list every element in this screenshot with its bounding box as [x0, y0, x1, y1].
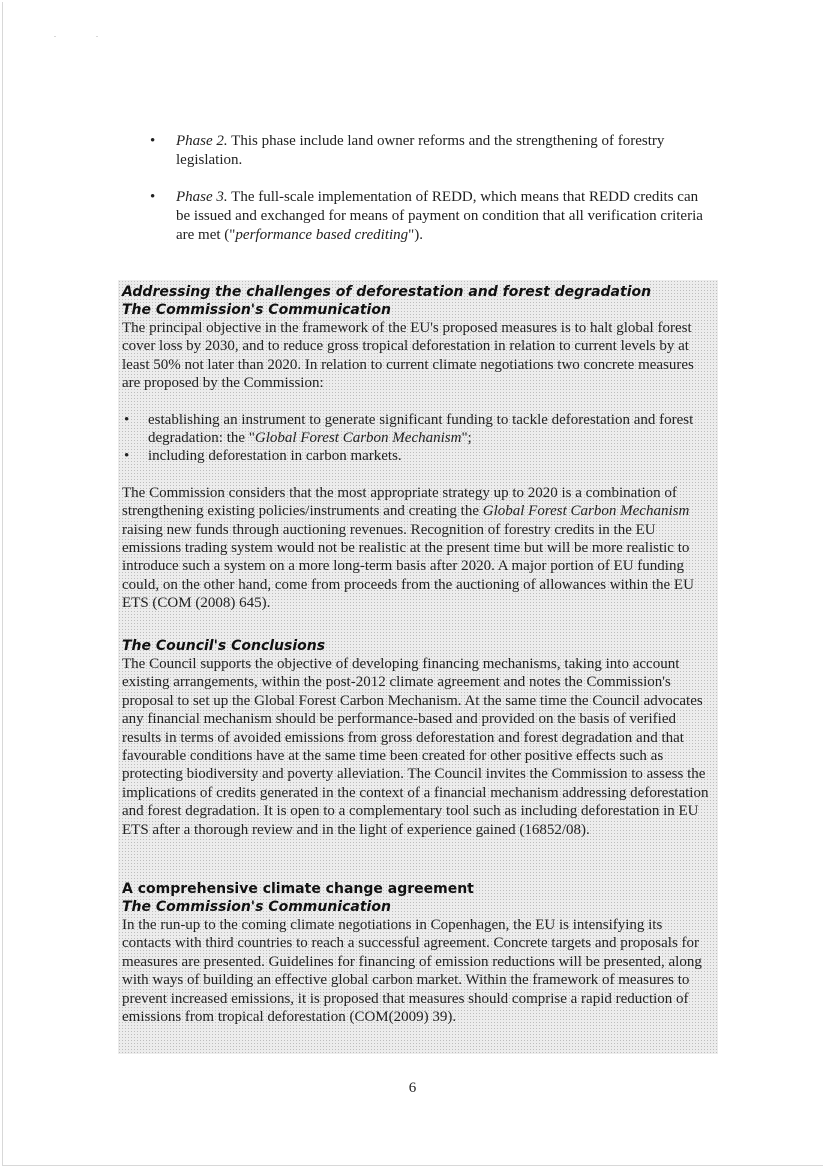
- measure-text-end: ";: [461, 430, 472, 447]
- list-item: [122, 411, 714, 448]
- section-climate-agreement: [122, 880, 714, 1026]
- section-subheading: The Council's Conclusions: [122, 638, 326, 654]
- phase-text: The full-scale implementation of REDD, which means that REDD credits can be issued and exchanged for means of payment on condition that all verification criteria are met (": [176, 189, 703, 243]
- paragraph-emphasis: Global Forest Carbon Mechanism: [482, 503, 690, 520]
- bullet-icon: •: [150, 133, 156, 149]
- phase-emphasis: performance based crediting: [235, 227, 409, 243]
- section-deforestation: [122, 283, 714, 613]
- measure-text: including deforestation in carbon markets.: [148, 448, 402, 465]
- paragraph-text: The Commission considers that the most appropriate strategy up to 2020 is a combination of strengthening existing policies/instruments and creating the: [122, 484, 677, 520]
- paragraph: The Council supports the objective of developing financing mechanisms, taking into account existing arrangements, within the post-2012 climate agreement and notes the Commission's proposal to set up the Global Forest Carbon Mechanism. At the same time the Council advocates any financial mechanism should be performance-based and provided on the basis of verified results in terms of avoided emissions from gross deforestation and forest degradation and that favourable conditions have at the same time been created for other positive effects such as protecting biodiversity and poverty alleviation. The Council invites the Commission to assess the implications of credits generated in the context of a financial mechanism addressing deforestation and forest degradation. It is open to a complementary tool such as including deforestation in EU ETS after a thorough review and in the light of experience gained (16852/08).: [122, 656, 709, 838]
- list-item: [150, 188, 710, 245]
- paragraph: [122, 484, 714, 613]
- measure-text: establishing an instrument to generate significant funding to tackle deforestation and forest degradation: the ": [148, 411, 694, 447]
- section-subheading: The Commission's Communication: [122, 899, 391, 915]
- phase-text: This phase include land owner reforms and the strengthening of forestry legislation.: [176, 133, 665, 168]
- page-number: 6: [408, 1080, 417, 1096]
- section-subheading: The Commission's Communication: [122, 302, 391, 318]
- measure-emphasis: Global Forest Carbon Mechanism: [254, 430, 462, 447]
- phase-label: Phase 3.: [176, 189, 228, 205]
- scan-marks: . .: [54, 30, 98, 39]
- bullet-icon: •: [124, 448, 130, 465]
- bullet-icon: •: [124, 411, 130, 428]
- phase-text-end: ").: [408, 227, 424, 243]
- section-council: [122, 637, 714, 839]
- section-heading: Addressing the challenges of deforestation and forest degradation: [122, 284, 652, 300]
- list-item: [122, 447, 714, 465]
- list-item: [150, 132, 710, 170]
- measures-list: [122, 411, 714, 466]
- paragraph: The principal objective in the framework of the EU's proposed measures is to halt global forest cover loss by 2030, and to reduce gross tropical deforestation in relation to current levels by at least 50% not later than 2020. In relation to current climate negotiations two concrete measures are proposed by the Commission:: [122, 320, 694, 392]
- phase-list: [150, 132, 710, 263]
- section-heading: A comprehensive climate change agreement: [122, 881, 474, 897]
- bullet-icon: •: [150, 189, 156, 205]
- paragraph-text-end: raising new funds through auctioning revenues. Recognition of forestry credits in the EU emissions trading system would not be realistic at the present time but will be more realistic to introduce such a system on a more long-term basis after 2020. A major portion of EU funding could, on the other hand, come from proceeds from the auctioning of allowances within the EU ETS (COM (2008) 645).: [122, 521, 694, 612]
- paragraph: In the run-up to the coming climate negotiations in Copenhagen, the EU is intensifying its contacts with third countries to reach a successful agreement. Concrete targets and proposals for measures are presented. Guidelines for financing of emission reductions will be presented, along with ways of building an effective global carbon market. Within the framework of measures to prevent increased emissions, it is proposed that measures should comprise a rapid reduction of emissions from tropical deforestation (COM(2009) 39).: [122, 917, 702, 1026]
- phase-label: Phase 2.: [176, 133, 228, 149]
